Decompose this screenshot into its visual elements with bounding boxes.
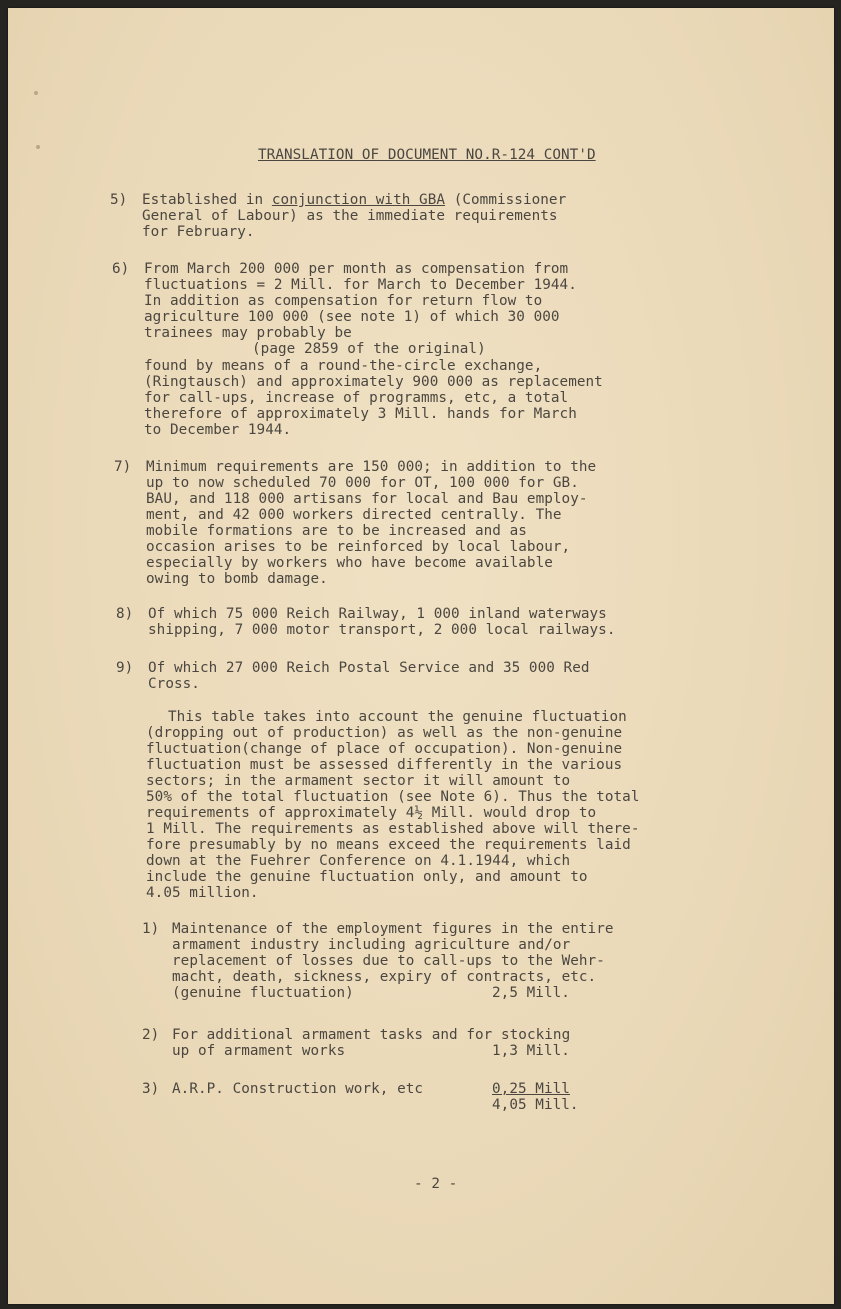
paragraph-line: sectors; in the armament sector it will amount to [146, 773, 571, 789]
list-amount: 2,5 Mill. [492, 985, 570, 1001]
note-line: shipping, 7 000 motor transport, 2 000 local railways. [148, 622, 616, 638]
note-line: Of which 75 000 Reich Railway, 1 000 inland waterways [148, 606, 607, 622]
note-number: 9) [116, 660, 134, 676]
note-line: found by means of a round-the-circle exchange, [144, 358, 543, 374]
note-line: Established in conjunction with GBA (Commissioner [142, 192, 567, 208]
list-line: armament industry including agriculture and/or [172, 937, 571, 953]
list-line: up of armament works [172, 1043, 346, 1059]
list-number: 1) [142, 921, 160, 937]
list-line: replacement of losses due to call-ups to the Wehr- [172, 953, 605, 969]
paragraph-line: 50% of the total fluctuation (see Note 6). Thus the total [146, 789, 640, 805]
note-line: Of which 27 000 Reich Postal Service and 35 000 Red [148, 660, 590, 676]
note-line: owing to bomb damage. [146, 571, 328, 587]
note-line: ment, and 42 000 workers directed centrally. The [146, 507, 562, 523]
list-line: macht, death, sickness, expiry of contracts, etc. [172, 969, 597, 985]
note-line: agriculture 100 000 (see note 1) of which 30 000 [144, 309, 560, 325]
note-line: General of Labour) as the immediate requirements [142, 208, 558, 224]
note-line: (Ringtausch) and approximately 900 000 as replacement [144, 374, 603, 390]
note-line: therefore of approximately 3 Mill. hands for March [144, 406, 577, 422]
note-line: BAU, and 118 000 artisans for local and Bau employ- [146, 491, 588, 507]
list-amount: 1,3 Mill. [492, 1043, 570, 1059]
page-number: - 2 - [414, 1176, 458, 1192]
list-amount: 0,25 Mill [492, 1081, 570, 1097]
note-line: to December 1944. [144, 422, 292, 438]
hole-punch-mark [36, 145, 40, 149]
paragraph-line: fluctuation(change of place of occupation). Non-genuine [146, 741, 623, 757]
note-number: 8) [116, 606, 134, 622]
list-line: (genuine fluctuation) [172, 985, 354, 1001]
note-line: From March 200 000 per month as compensation from [144, 261, 569, 277]
list-line: Maintenance of the employment figures in the entire [172, 921, 614, 937]
paragraph-line: (dropping out of production) as well as the non-genuine [146, 725, 623, 741]
note-line: for call-ups, increase of programms, etc, a total [144, 390, 569, 406]
list-number: 3) [142, 1081, 160, 1097]
paragraph-line: 4.05 million. [146, 885, 259, 901]
original-page-reference: (page 2859 of the original) [252, 341, 486, 357]
note-line: up to now scheduled 70 000 for OT, 100 000 for GB. [146, 475, 579, 491]
note-line: mobile formations are to be increased and as [146, 523, 527, 539]
paragraph-line: requirements of approximately 4½ Mill. would drop to [146, 805, 597, 821]
document-page [8, 8, 834, 1304]
document-heading: TRANSLATION OF DOCUMENT NO.R-124 CONT'D [258, 147, 596, 163]
note-line: Cross. [148, 676, 200, 692]
hole-punch-mark [34, 91, 38, 95]
note-number: 6) [112, 261, 130, 277]
note-line: especially by workers who have become available [146, 555, 553, 571]
note-line: trainees may probably be [144, 325, 352, 341]
note-number: 5) [110, 192, 128, 208]
note-line: fluctuations = 2 Mill. for March to December 1944. [144, 277, 577, 293]
note-line: In addition as compensation for return flow to [144, 293, 543, 309]
note-line: Minimum requirements are 150 000; in addition to the [146, 459, 597, 475]
paragraph-line: fore presumably by no means exceed the requirements laid [146, 837, 631, 853]
paragraph-line: This table takes into account the genuine fluctuation [168, 709, 627, 725]
note-number: 7) [114, 459, 132, 475]
note-line: for February. [142, 224, 255, 240]
list-total: 4,05 Mill. [492, 1097, 579, 1113]
list-line: A.R.P. Construction work, etc [172, 1081, 424, 1097]
paragraph-line: 1 Mill. The requirements as established above will there- [146, 821, 640, 837]
paragraph-line: fluctuation must be assessed differently in the various [146, 757, 623, 773]
list-number: 2) [142, 1027, 160, 1043]
list-line: For additional armament tasks and for stocking [172, 1027, 571, 1043]
paragraph-line: down at the Fuehrer Conference on 4.1.1944, which [146, 853, 571, 869]
paragraph-line: include the genuine fluctuation only, and amount to [146, 869, 588, 885]
note-line: occasion arises to be reinforced by local labour, [146, 539, 571, 555]
